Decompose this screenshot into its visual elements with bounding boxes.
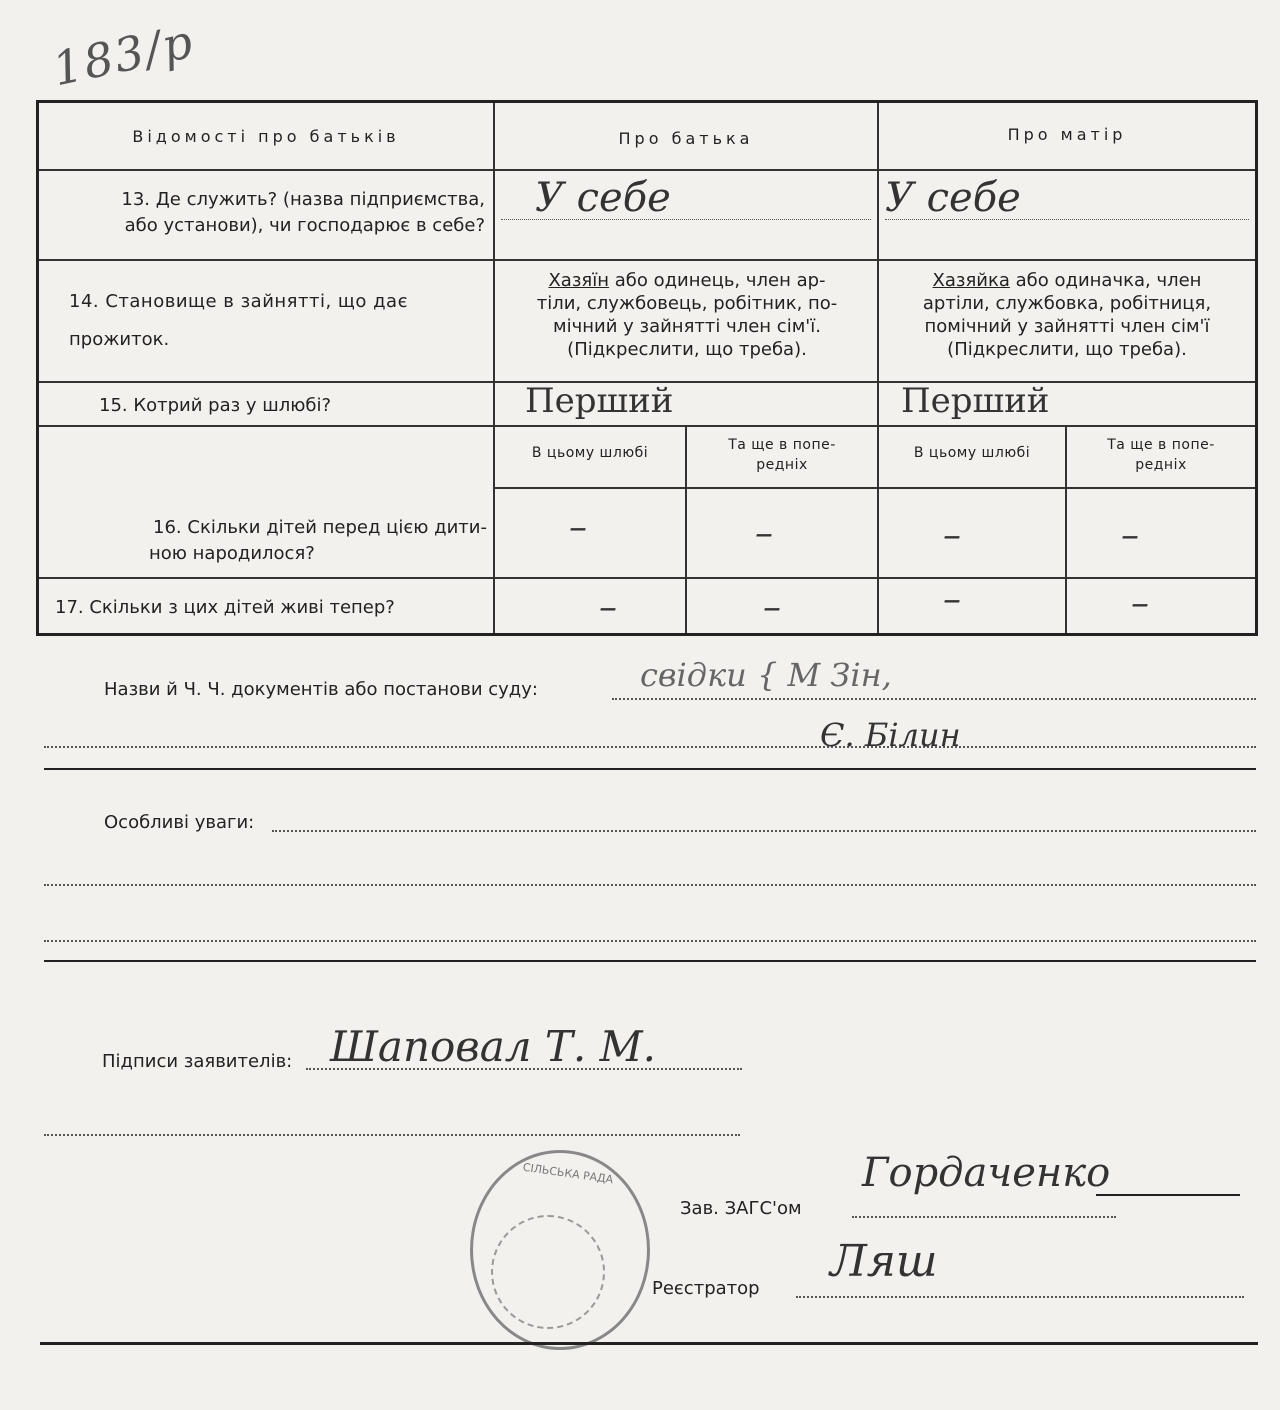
- question-15: 15. Котрий раз у шлюбі?: [99, 395, 332, 416]
- answer-17-father-prev: –: [763, 587, 781, 628]
- header-mother: Про матір: [1007, 125, 1127, 144]
- answer-15-mother: Перший: [901, 381, 1050, 421]
- documents-dotted-line: [612, 698, 1256, 700]
- answer-16-father-this: –: [569, 507, 587, 548]
- answer-17-father-this: –: [599, 587, 617, 628]
- applicants-label: Підписи заявителів:: [102, 1051, 293, 1072]
- selected-option: Хазяїн: [548, 270, 609, 291]
- question-16: 16. Скільки дітей перед цією дити- ною народилося?: [149, 517, 487, 564]
- subheader-previous-mother: Та ще в попе- редніх: [1107, 437, 1215, 473]
- column-divider: [877, 103, 879, 633]
- answer-16-mother-this: –: [943, 515, 961, 556]
- header-parents-info: Відомості про батьків: [132, 127, 400, 146]
- subheader-previous-father: Та ще в попе- редніх: [728, 437, 836, 473]
- answer-14-father-options: Хазяїн або одинець, член ар- тіли, службовець, робітник, по- мічний у зайнятті член сім'ї. (Підкреслити, що треба).: [536, 270, 838, 360]
- section-divider: [44, 768, 1256, 770]
- answer-15-father: Перший: [525, 381, 674, 421]
- applicants-dotted-line-1: [306, 1068, 742, 1070]
- answer-16-father-prev: –: [755, 513, 773, 554]
- header-father: Про батька: [618, 129, 754, 148]
- answer-16-mother-prev: –: [1121, 515, 1139, 556]
- head-label: Зав. ЗАГС'ом: [680, 1198, 802, 1219]
- head-signature: Гордаченко: [862, 1150, 1111, 1196]
- section-divider: [44, 960, 1256, 962]
- dotted-line: [501, 219, 871, 220]
- subheader-this-marriage-mother: В цьому шлюбі: [913, 445, 1031, 461]
- documents-handwriting-2: Є. Білин: [820, 716, 961, 754]
- row-divider: [39, 577, 1255, 579]
- registrar-label: Реєстратор: [652, 1278, 760, 1299]
- row-divider: [495, 487, 1255, 489]
- row-divider: [39, 259, 1255, 261]
- answer-13-mother: У себе: [885, 175, 1021, 221]
- documents-handwriting-1: свідки { М Зін,: [640, 656, 892, 694]
- bottom-divider: [40, 1342, 1258, 1345]
- remarks-dotted-line-2: [44, 884, 1256, 886]
- head-dotted-line: [852, 1216, 1116, 1218]
- question-14: 14. Становище в зайнятті, що дає прожиток.: [69, 291, 408, 350]
- row-divider: [39, 169, 1255, 171]
- row-divider: [39, 425, 1255, 427]
- answer-17-mother-prev: –: [1131, 583, 1149, 624]
- registrar-dotted-line: [796, 1296, 1244, 1298]
- official-seal: СІЛЬСЬКА РАДА: [470, 1150, 650, 1350]
- remarks-label: Особливі уваги:: [104, 812, 255, 833]
- parents-info-table: [36, 100, 1258, 636]
- column-divider: [493, 103, 495, 633]
- question-17: 17. Скільки з цих дітей живі тепер?: [55, 597, 395, 618]
- documents-label: Назви й Ч. Ч. документів або постанови суду:: [104, 679, 538, 700]
- seal-emblem: [491, 1215, 605, 1329]
- documents-dotted-line-2: [44, 746, 1256, 748]
- head-signature-stroke: [1096, 1194, 1240, 1196]
- subheader-this-marriage-father: В цьому шлюбі: [531, 445, 649, 461]
- remarks-dotted-line-3: [44, 940, 1256, 942]
- registrar-signature: Ляш: [830, 1236, 938, 1287]
- applicant-signature: Шаповал Т. М.: [330, 1022, 656, 1071]
- answer-13-father: У себе: [535, 175, 671, 221]
- answer-14-mother-options: Хазяйка або одиначка, член артіли, службовка, робітниця, помічний у зайнятті член сім'ї (Підкреслити, що треба).: [922, 270, 1212, 360]
- dotted-line: [885, 219, 1249, 220]
- question-13: 13. Де служить? (назва підприємства, або установи), чи господарює в себе?: [121, 189, 485, 236]
- applicants-dotted-line-2: [44, 1134, 740, 1136]
- folio-number: 183/р: [47, 13, 199, 97]
- remarks-dotted-line-1: [272, 830, 1256, 832]
- selected-option: Хазяйка: [932, 270, 1010, 291]
- answer-17-mother-this: –: [943, 579, 961, 620]
